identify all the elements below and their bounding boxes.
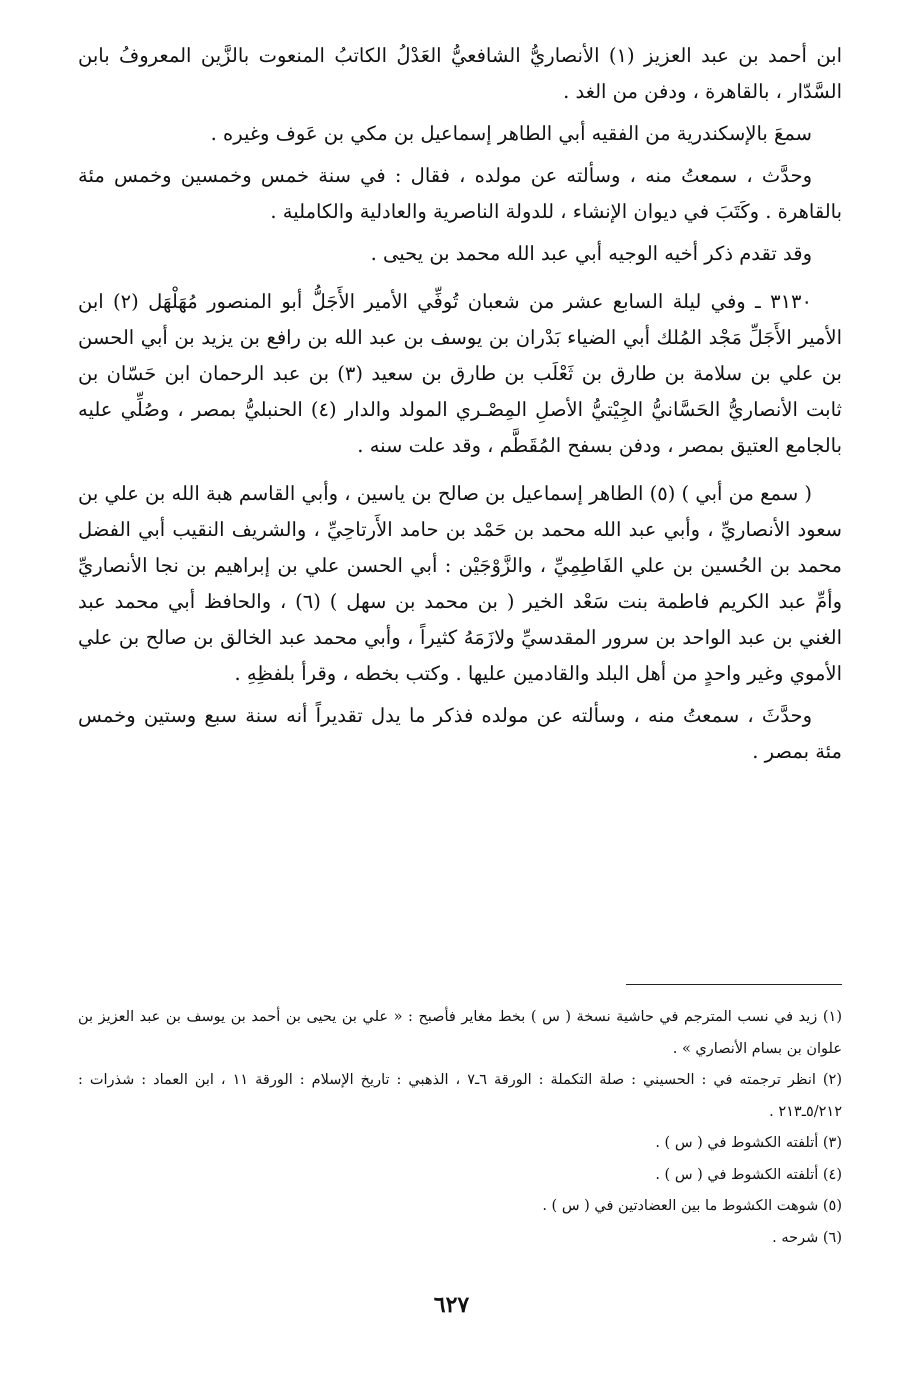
paragraph: ابن أحمد بن عبد العزيز (١) الأنصاريُّ الشافعيُّ العَدْلُ الكاتبُ المنعوت بالزَّين المعروفُ بابن السَّدّار ، بالقاهرة ، ودفن من الغد . [78, 44, 843, 103]
main-text [78, 38, 842, 770]
footnotes [78, 1002, 842, 1254]
paragraph: وحدَّثَ ، سمعتُ منه ، وسألته عن مولده فذكر ما يدل تقديراً أنه سنة سبع وستين وخمس مئة بمصر . [78, 704, 842, 763]
footnote: (٢) انظر ترجمته في : الحسيني : صلة التكملة : الورقة ٦ـ٧ ، الذهبي : تاريخ الإسلام : الورقة ١١ ، ابن العماد : شذرات : ٥/٢١٢ـ٢١٣ . [78, 1072, 842, 1120]
paragraph: وحدَّث ، سمعتُ منه ، وسألته عن مولده ، فقال : في سنة خمس وخمسين وخمس مئة بالقاهرة . وكَتَبَ في ديوان الإنشاء ، للدولة الناصرية والعادلية والكاملية . [78, 164, 842, 223]
paragraph: سمعَ بالإسكندرية من الفقيه أبي الطاهر إسماعيل بن مكي بن عَوف وغيره . [210, 122, 812, 145]
footnote: (٥) شوهت الكشوط ما بين العضادتين في ( س ) . [542, 1198, 842, 1214]
paragraph: وقد تقدم ذكر أخيه الوجيه أبي عبد الله محمد بن يحيى . [370, 242, 812, 265]
footnote: (٣) أتلفته الكشوط في ( س ) . [655, 1135, 842, 1151]
footnote: (٤) أتلفته الكشوط في ( س ) . [655, 1166, 842, 1183]
footnote: (١) زيد في نسب المترجم في حاشية نسخة ( س ) بخط مغاير فأصبح : « علي بن يحيى بن أحمد بن يوسف بن عبد العزيز بن علوان بن بسام الأنصاري » . [78, 1009, 842, 1057]
paragraph: ( سمع من أبي ) (٥) الطاهر إسماعيل بن صالح بن ياسين ، وأبي القاسم هبة الله بن علي بن سعود الأنصاريِّ ، وأبي عبد الله محمد بن حَمْد بن حامد الأَرتاحِيِّ ، والشريف النقيب أبي الفضل محمد بن الحُسين بن علي الفَاطِمِيِّ ، والزَّوْجَيْن : أبي الحسن علي بن إبراهيم بن نجا الأنصاريِّ وأمِّ عبد الكريم فاطمة بنت سَعْد الخير ( بن محمد بن سهل ) (٦) ، والحافظ أبي محمد عبد الغني بن عبد الواحد بن سرور المقدسيِّ ولازَمَهُ كثيراً ، وأبي محمد عبد الخالق بن صالح بن علي الأموي وغير واحدٍ من أهل البلد والقادمين عليها . وكتب بخطه ، وقرأ بلفظِهِ . [78, 482, 842, 685]
footnote: (٦) شرحه . [772, 1229, 842, 1246]
entry-paragraph: ٣١٣٠ ـ وفي ليلة السابع عشر من شعبان تُوفِّي الأمير الأَجَلُّ أبو المنصور مُهَلْهَل (٢) ابن الأمير الأَجَلِّ مَجْد المُلك أبي الضياء بَدْران بن يوسف بن عبد الله بن رافع بن يزيد بن أبي الحسن بن علي بن سلامة بن طارق بن ثَعْلَب بن طارق بن سعيد (٣) بن عبد الرحمان ابن حَسّان بن ثابت الأنصاريُّ الحَسَّانيُّ الجِيْتيُّ الأصلِ المِصْـري المولد والدار (٤) الحنبليُّ بمصر ، وصُلِّي عليه بالجامع العتيق بمصر ، ودفن بسفح المُقَطَّم ، وقد علت سنه . [78, 290, 842, 457]
footnote-divider [626, 984, 842, 985]
page-number: ٦٢٧ [433, 1292, 470, 1318]
